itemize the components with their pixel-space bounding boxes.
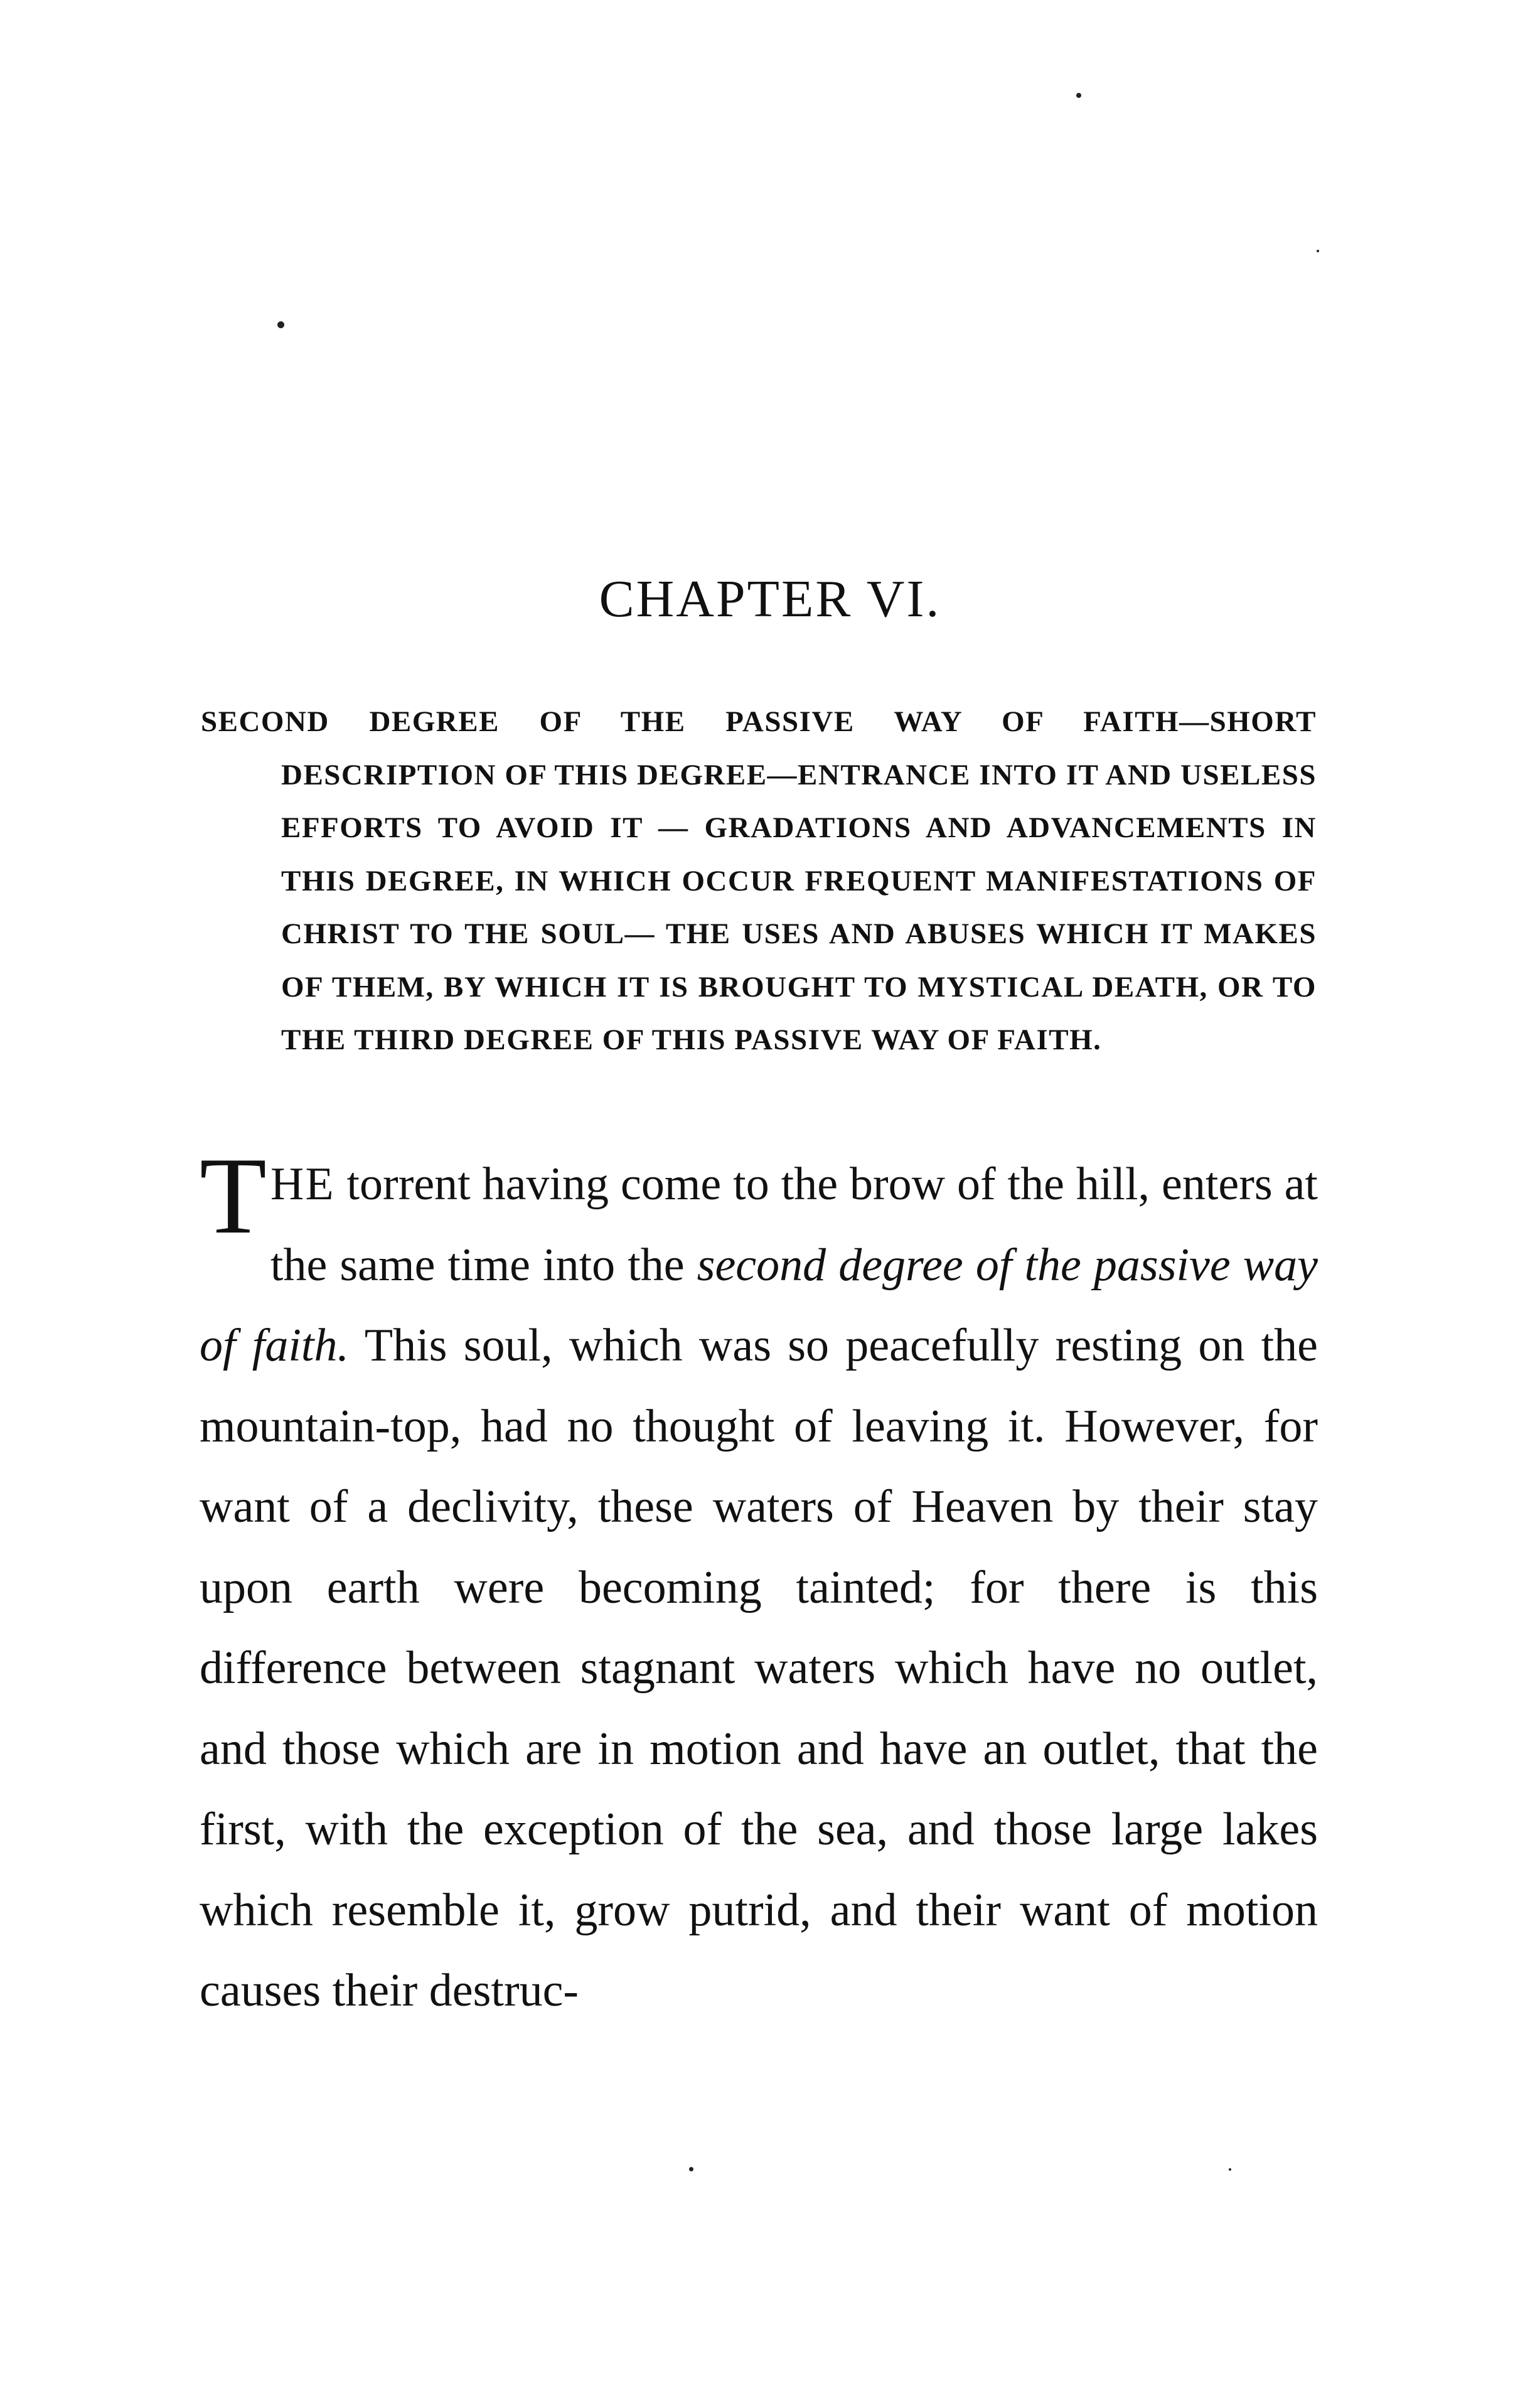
paragraph-continuation: This soul, which was so peacefully resting on the mountain-top, had no thought of leaving it. However, for want of a declivity, these waters of Heaven by their stay upon earth were becoming tainted; for there is this difference between stagnant waters which have no outlet, and those which are in motion and have an outlet, that the first, with the exception of the sea, and those large lakes which resemble it, grow putrid, and their want of motion causes their destruc- bbox=[200, 1320, 1318, 2016]
italic-phrase: second degree of the passive way of faith. bbox=[200, 1239, 1318, 1371]
ink-speck bbox=[1076, 93, 1081, 98]
drop-cap: T bbox=[200, 1135, 267, 1256]
chapter-summary: SECOND DEGREE OF THE PASSIVE WAY OF FAITH—SHORT DESCRIPTION OF THIS DEGREE—ENTRANCE INTO IT AND USELESS EFFORTS TO AVOID IT — GRADATIONS AND ADVANCEMENTS IN THIS DEGREE, IN WHICH OCCUR FREQUENT MANIFESTATIONS OF CHRIST TO THE SOUL— THE USES AND ABUSES WHICH IT MAKES OF THEM, BY WHICH IT IS BROUGHT TO MYSTICAL DEATH, OR TO THE THIRD DEGREE OF THIS PASSIVE WAY OF FAITH. bbox=[201, 705, 1317, 1056]
chapter-heading: CHAPTER VI. bbox=[599, 570, 941, 628]
ink-speck bbox=[1229, 2168, 1231, 2171]
ink-speck bbox=[1317, 250, 1319, 252]
ink-speck bbox=[277, 321, 284, 328]
paragraph-intro: torrent having come to the brow of the hill, enters at the same time into the bbox=[270, 1158, 1318, 1291]
body-paragraph bbox=[200, 1135, 1318, 2031]
ink-speck bbox=[689, 2167, 693, 2171]
lead-small-caps: HE bbox=[270, 1158, 335, 1210]
